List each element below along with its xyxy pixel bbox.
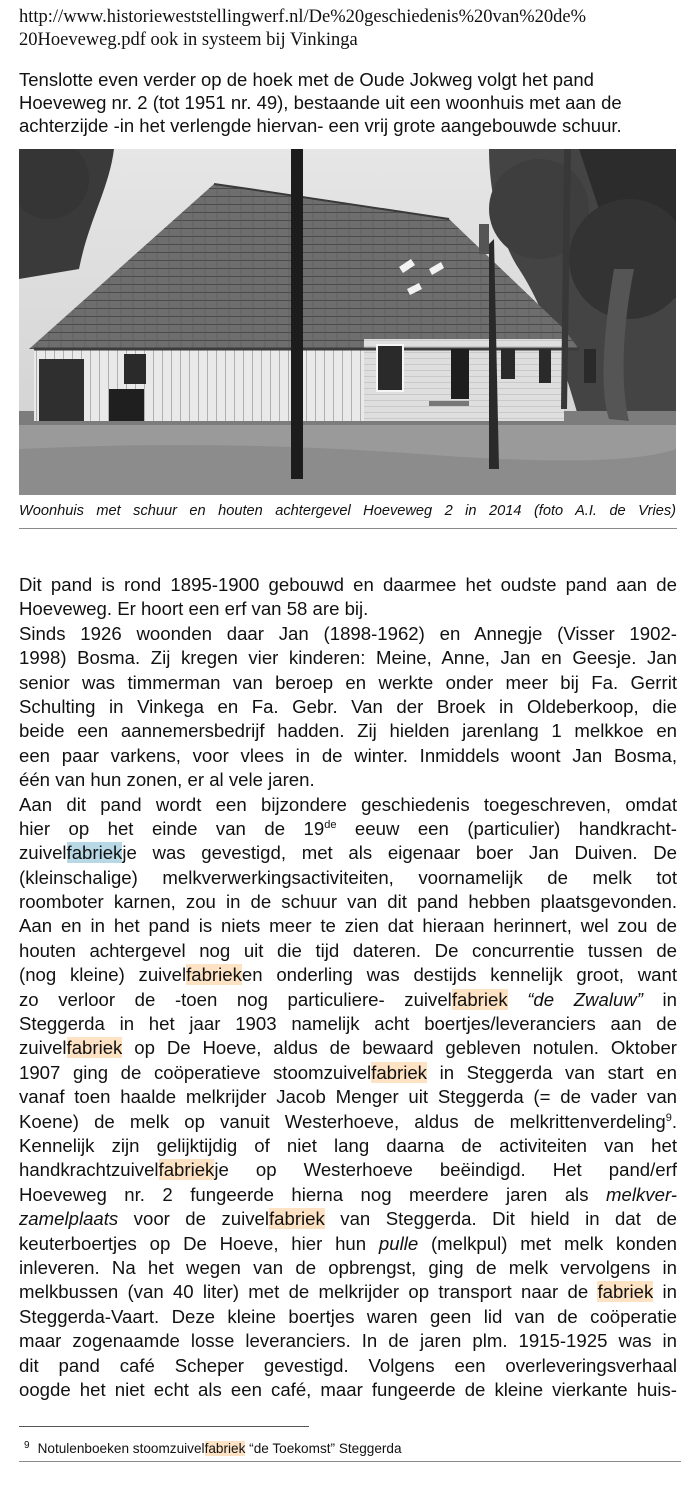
body-line: Aan en in het pand is niets meer te zien dat hieraan herinnert, wel zou de <box>19 915 677 937</box>
body-line: zamelplaats voor de zuivelfabriek van Steggerda. Dit hield in dat de <box>19 1208 677 1230</box>
body-line: hier op het einde van de 19de eeuw een (particulier) handkracht- <box>19 817 677 839</box>
body-line: één van hun zonen, er al vele jaren. <box>19 769 315 791</box>
search-highlight: fabriek <box>158 1159 215 1181</box>
body-line: dit pand café Scheper gevestigd. Volgens een overleveringsverhaal <box>19 1354 677 1376</box>
body-line: Hoeveweg. Er hoort een erf van 58 are bij. <box>19 598 369 620</box>
body-line: beide een aannemersbedrijf hadden. Zij hielden jarenlang 1 melkkoe en <box>19 720 677 742</box>
section-divider <box>19 528 677 529</box>
body-line: oogde het niet echt als een café, maar fungeerde de kleine vierkante huis- <box>19 1378 677 1400</box>
body-line: (nog kleine) zuivelfabrieken onderling was destijds kennelijk groot, want <box>19 964 677 986</box>
body-text <box>19 573 677 1405</box>
search-highlight: fabriek <box>66 1037 123 1059</box>
body-line: houten achtergevel nog uit die tijd dateren. De concurrentie tussen de <box>19 939 677 961</box>
footnote-number: 9 <box>24 1440 30 1451</box>
body-line: (kleinschalige) melkverwerkingsactiviteiten, voornamelijk de melk tot <box>19 866 677 888</box>
search-highlight: fabriek <box>269 1208 325 1230</box>
body-line: vanaf toen haalde melkrijder Jacob Menger uit Steggerda (= de vader van <box>19 1086 677 1108</box>
source-url: http://www.historieweststellingwerf.nl/De%20geschiedenis%20van%20de% <box>19 7 587 27</box>
body-line: senior was timmerman van beroep en werkte onder meer bij Fa. Gerrit <box>19 671 677 693</box>
body-line: Dit pand is rond 1895-1900 gebouwd en daarmee het oudste pand aan de <box>19 574 677 595</box>
search-highlight: fabriek <box>204 1441 246 1456</box>
body-line: roomboter karnen, zou in de schuur van dit pand hebben plaatsgevonden. <box>19 891 677 913</box>
body-line: maar zogenaamde losse leveranciers. In de jaren plm. 1915-1925 was in <box>19 1330 677 1352</box>
body-line: zo verloor de -toen nog particuliere- zuivelfabriek “de Zwaluw” in <box>19 988 677 1010</box>
footnote: $^9$ Notulenboeken stoomzuivelfabriek “de Toekomst” Steggerda <box>24 1440 402 1456</box>
photo-caption: Woonhuis met schuur en houten achtergevel Hoeveweg 2 in 2014 (foto A.I. de Vries) <box>19 503 676 519</box>
footnote-marker[interactable]: 9 <box>665 1111 672 1124</box>
body-line: melkbussen (van 40 liter) met de melkrijder op transport naar de fabriek in <box>19 1281 677 1303</box>
ordinal-suffix: de <box>324 818 337 831</box>
search-highlight: fabriek <box>597 1281 654 1303</box>
body-line: keuterboertjes op De Hoeve, hier hun pulle (melkpul) met melk konden <box>19 1232 677 1254</box>
body-line: Koene) de melk op vanuit Westerhoeve, aldus de melkrittenverdeling$^9$. <box>19 1110 677 1132</box>
body-line: zuivelfabriekje was gevestigd, met als eigenaar boer Jan Duiven. De <box>19 842 677 864</box>
body-line: Aan dit pand wordt een bijzondere geschiedenis toegeschreven, omdat <box>19 793 677 815</box>
body-line: Schulting in Vinkega en Fa. Gebr. Van der Broek in Oldeberkoop, die <box>19 695 677 717</box>
body-line: 1907 ging de coöperatieve stoomzuivelfabriek in Steggerda van start en <box>19 1061 677 1083</box>
body-line: Steggerda-Vaart. Deze kleine boertjes waren geen lid van de coöperatie <box>19 1305 677 1327</box>
search-highlight: fabriek <box>371 1061 427 1083</box>
source-header <box>19 6 689 52</box>
body-line: Hoeveweg nr. 2 fungeerde hierna nog meerdere jaren als melkver- <box>19 1183 677 1205</box>
footnote-separator <box>19 1426 309 1427</box>
intro-paragraph: Tenslotte even verder op de hoek met de Oude Jokweg volgt het pand Hoeveweg nr. 2 (tot 1951 nr. 49), bestaande uit een woonhuis met aan de achterzijde -in het verlengde hiervan- een vrij grote aangebouwde schuur. <box>19 69 622 136</box>
source-note: 20Hoeveweg.pdf ook in systeem bij Vinkinga <box>19 30 358 50</box>
body-line: inleveren. Na het wegen van de opbrengst, ging de melk vervolgens in <box>19 1256 677 1278</box>
body-line: 1998) Bosma. Zij kregen vier kinderen: Meine, Anne, Jan en Geesje. Jan <box>19 647 677 669</box>
body-line: een paar varkens, voor vlees in de winter. Inmiddels woont Jan Bosma, <box>19 744 677 766</box>
body-line: Kennelijk zijn gelijktijdig of niet lang daarna de activiteiten van het <box>19 1134 677 1156</box>
body-line: handkrachtzuivelfabriekje op Westerhoeve beëindigd. Het pand/erf <box>19 1159 677 1181</box>
body-line: zuivelfabriek op De Hoeve, aldus de bewaard gebleven notulen. Oktober <box>19 1037 677 1059</box>
search-highlight: fabriek <box>451 988 508 1010</box>
house-photo <box>19 149 676 495</box>
body-line <box>19 1402 677 1405</box>
page-divider <box>19 1461 681 1462</box>
search-highlight: fabriek <box>186 964 242 986</box>
search-highlight-active: fabriek <box>66 842 123 864</box>
body-line: Sinds 1926 woonden daar Jan (1898-1962) en Annegje (Visser 1902- <box>19 622 677 644</box>
body-line: Steggerda in het jaar 1903 namelijk acht boertjes/leveranciers aan de <box>19 1013 677 1035</box>
